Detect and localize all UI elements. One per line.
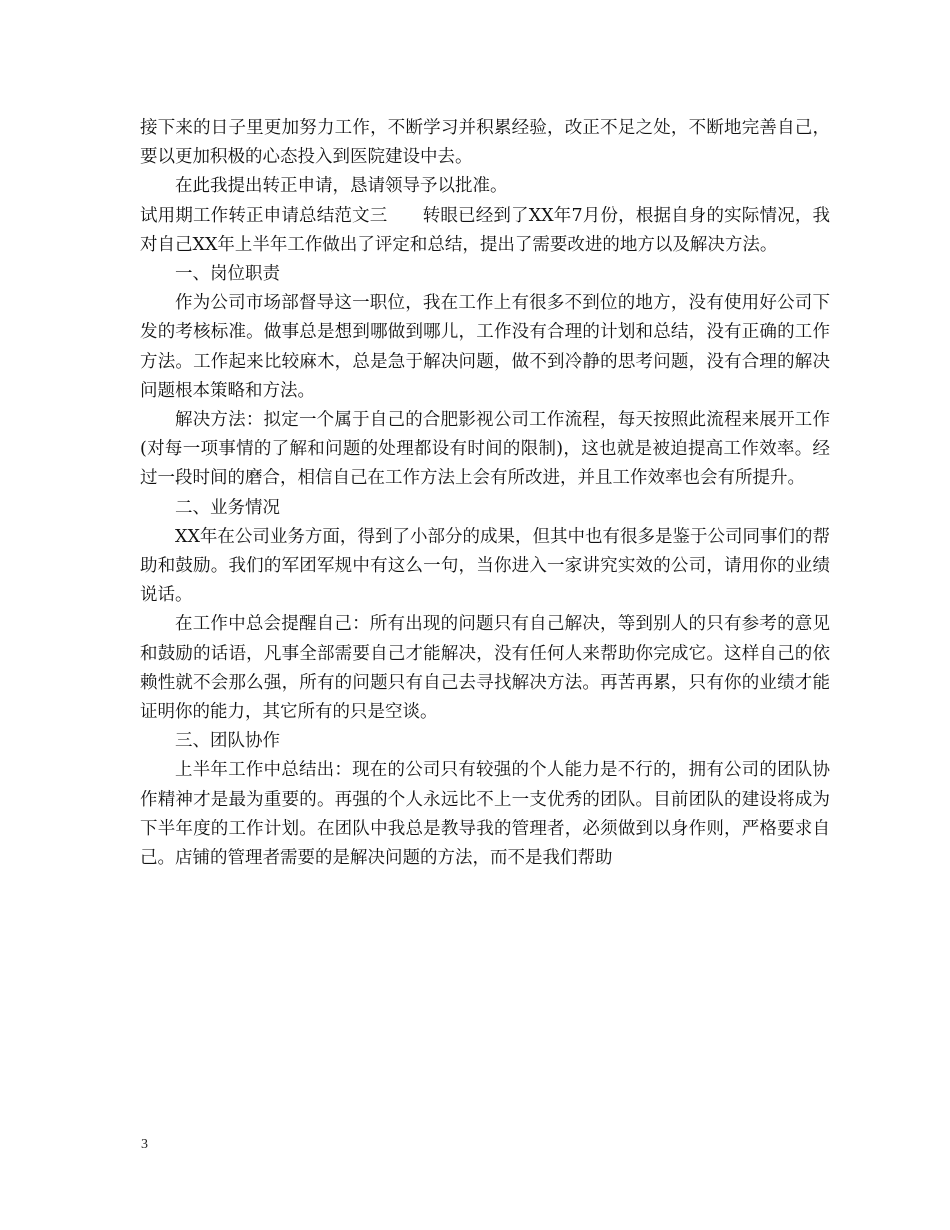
paragraph-job-duties: 作为公司市场部督导这一职位，我在工作上有很多不到位的地方，没有使用好公司下发的考核标准。做事总是想到哪做到哪儿，工作没有合理的计划和总结，没有正确的工作方法。工作起来比较麻木，总是急于解决问题，做不到冷静的思考问题，没有合理的解决问题根本策略和方法。 xyxy=(140,293,830,401)
section-heading-business: 二、业务情况 xyxy=(175,497,280,518)
paragraph-business: XX年在公司业务方面，得到了小部分的成果，但其中也有很多是鉴于公司同事们的帮助和鼓励。我们的军团军规中有这么一句，当你进入一家讲究实效的公司，请用你的业绩说话。 xyxy=(140,526,830,606)
paragraph-request: 在此我提出转正申请，恳请领导予以批准。 xyxy=(175,176,508,197)
section-heading-job-duties: 一、岗位职责 xyxy=(175,264,280,285)
paragraph-self-reminder: 在工作中总会提醒自己：所有出现的问题只有自己解决，等到别人的只有参考的意见和鼓励的话语，凡事全部需要自己才能解决，没有任何人来帮助你完成它。这样自己的依赖性就不会那么强，所有的问题只有自己去寻找解决方法。再苦再累，只有你的业绩才能证明你的能力，其它所有的只是空谈。 xyxy=(140,614,830,723)
paragraph-solution: 解决方法：拟定一个属于自己的合肥影视公司工作流程，每天按照此流程来展开工作(对每一项事情的了解和问题的处理都设有时间的限制)，这也就是被迫提高工作效率。经过一段时间的磨合，相信自己在工作方法上会有所改进，并且工作效率也会有所提升。 xyxy=(140,410,830,489)
page-number: 3 xyxy=(141,1137,148,1152)
paragraph-teamwork: 上半年工作中总结出：现在的公司只有较强的个人能力是不行的，拥有公司的团队协作精神才是最为重要的。再强的个人永远比不上一支优秀的团队。目前团队的建设将成为下半年度的工作计划。在团队中我总是教导我的管理者，必须做到以身作则，严格要求自己。店铺的管理者需要的是解决问题的方法，而不是我们帮助 xyxy=(140,760,830,869)
paragraph-sample-three-intro: 试用期工作转正申请总结范文三 转眼已经到了XX年7月份，根据自身的实际情况，我对自己XX年上半年工作做出了评定和总结，提出了需要改进的地方以及解决方法。 xyxy=(140,205,830,255)
document-body xyxy=(140,114,830,873)
paragraph-continuation: 接下来的日子里更加努力工作，不断学习并积累经验，改正不足之处，不断地完善自己，要以更加积极的心态投入到医院建设中去。 xyxy=(140,118,830,168)
section-heading-teamwork: 三、团队协作 xyxy=(175,731,280,752)
